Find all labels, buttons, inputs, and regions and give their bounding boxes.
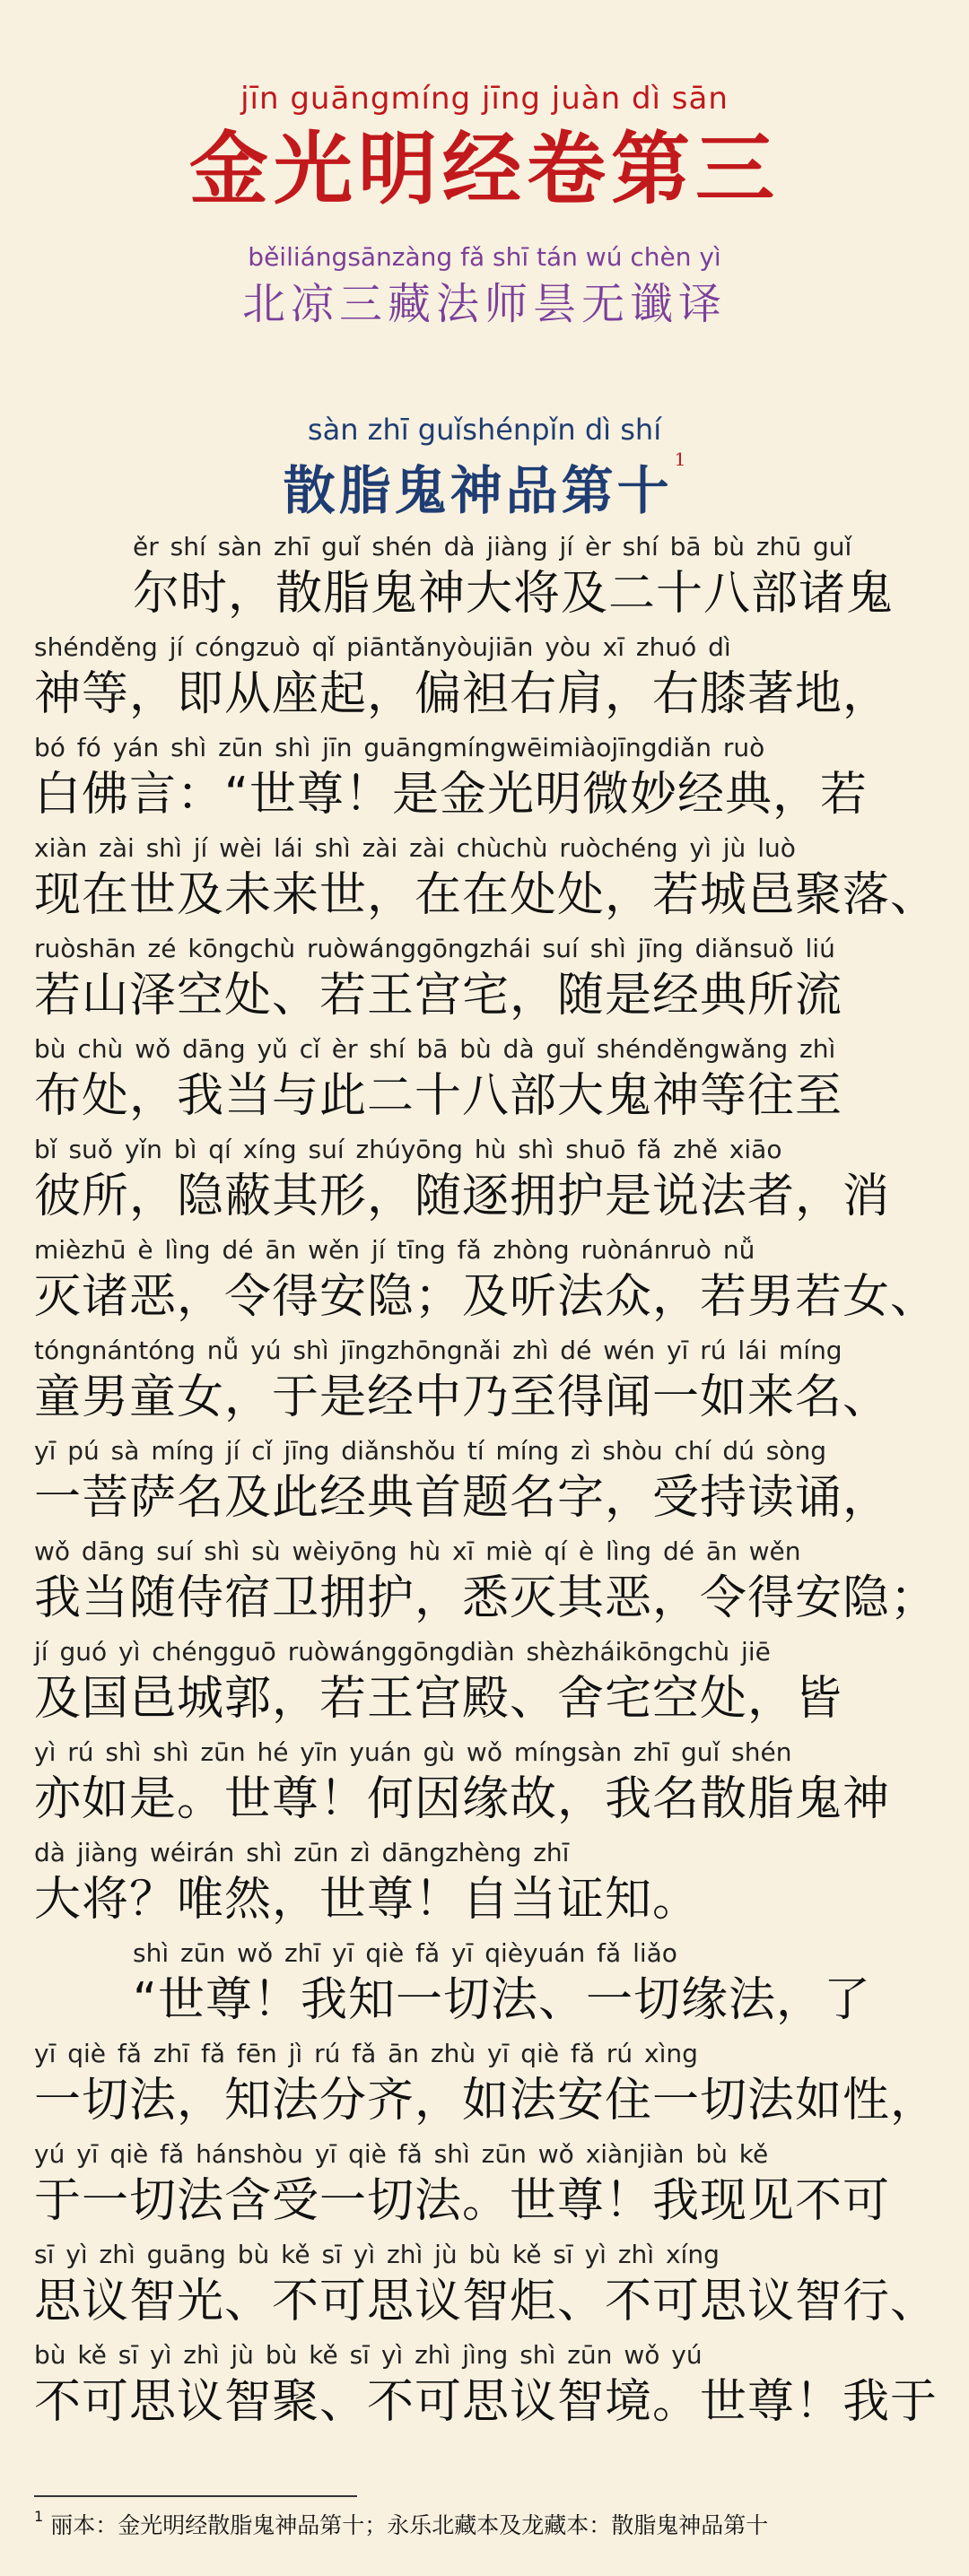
line-hanzi: 布处，我当与此二十八部大鬼神等往至 [34, 1069, 843, 1123]
chapter-title-text: 散脂鬼神品第十 [283, 460, 673, 521]
text-line [34, 1333, 940, 1426]
text-line [34, 2137, 940, 2230]
line-pinyin: xiàn zài shì jí wèi lái shì zài zài chùchù ruòchéng yì jù luò [34, 833, 796, 863]
text-line [34, 2337, 940, 2431]
text-line [34, 1634, 940, 1727]
text-line [34, 1534, 940, 1627]
text-line [34, 831, 940, 924]
chapter-pinyin: sàn zhī guǐshénpǐn dì shí [307, 413, 662, 447]
text-line [34, 529, 940, 622]
line-hanzi: 大将？唯然，世尊！自当证知。 [34, 1873, 701, 1927]
text-line [34, 1835, 940, 1928]
line-hanzi: 童男童女，于是经中乃至得闻一如来名、 [34, 1371, 891, 1424]
translator-pinyin: běiliángsānzàng fǎ shī tán wú chèn yì [248, 242, 721, 272]
footnote-text: 丽本：金光明经散脂鬼神品第十；永乐北藏本及龙藏本：散脂鬼神品第十 [50, 2512, 769, 2538]
text-line [34, 730, 940, 823]
line-hanzi: 彼所，隐蔽其形，随逐拥护是说法者，消 [34, 1170, 891, 1223]
line-pinyin: yú yī qiè fǎ hánshòu yī qiè fǎ shì zūn wǒ xiànjiàn bù kě [34, 2139, 769, 2169]
footnote-number: 1 [34, 2508, 44, 2525]
text-line [34, 1031, 940, 1125]
footnote-ref[interactable]: 1 [674, 448, 686, 470]
line-pinyin: shì zūn wǒ zhī yī qiè fǎ yī qièyuán fǎ liǎo [133, 1938, 677, 1968]
line-hanzi: 尔时，散脂鬼神大将及二十八部诸鬼 [133, 567, 895, 621]
line-pinyin: mièzhū è lìng dé ān wěn jí tīng fǎ zhòng ruònánruò nǚ [34, 1235, 755, 1265]
line-hanzi: 白佛言：“世尊！是金光明微妙经典，若 [34, 768, 868, 822]
text-line [34, 931, 940, 1024]
text-line [34, 1433, 940, 1527]
line-hanzi: 我当随侍宿卫拥护，悉灭其恶，令得安隐； [34, 1571, 938, 1625]
line-hanzi: “世尊！我知一切法、一切缘法，了 [133, 1973, 871, 2027]
page-title: 金光明经卷第三 [188, 122, 780, 215]
line-pinyin: yì rú shì shì zūn hé yīn yuán gù wǒ míngsàn zhī guǐ shén [34, 1737, 792, 1767]
line-pinyin: bó fó yán shì zūn shì jīn guāngmíngwēimiàojīngdiǎn ruò [34, 733, 765, 762]
chapter-title [0, 448, 969, 524]
line-hanzi: 及国邑城郭，若王宫殿、舍宅空处，皆 [34, 1672, 843, 1726]
footnote [34, 2508, 768, 2540]
text-line [34, 2237, 940, 2330]
line-pinyin: bù kě sī yì zhì jù bù kě sī yì zhì jìng shì zūn wǒ yú [34, 2340, 703, 2370]
line-pinyin: ěr shí sàn zhī guǐ shén dà jiàng jí èr shí bā bù zhū guǐ [133, 532, 852, 561]
line-pinyin: yī qiè fǎ zhī fǎ fēn jì rú fǎ ān zhù yī qiè fǎ rú xìng [34, 2039, 698, 2068]
text-line [34, 630, 940, 723]
text-line [34, 1936, 940, 2029]
line-hanzi: 灭诸恶，令得安隐；及听法众，若男若女、 [34, 1270, 938, 1324]
line-pinyin: sī yì zhì guāng bù kě sī yì zhì jù bù kě sī yì zhì xíng [34, 2240, 720, 2269]
line-hanzi: 现在世及未来世，在在处处，若城邑聚落、 [34, 868, 938, 922]
line-hanzi: 一菩萨名及此经典首题名字，受持读诵， [34, 1471, 891, 1525]
title-pinyin: jīn guāngmíng jīng juàn dì sān [240, 81, 729, 117]
text-line [34, 2036, 940, 2129]
line-hanzi: 于一切法含受一切法。世尊！我现见不可 [34, 2174, 891, 2228]
line-pinyin: wǒ dāng suí shì sù wèiyōng hù xī miè qí è lìng dé ān wěn [34, 1536, 801, 1566]
line-pinyin: dà jiàng wéirán shì zūn zì dāngzhèng zhī [34, 1838, 570, 1867]
line-hanzi: 亦如是。世尊！何因缘故，我名散脂鬼神 [34, 1772, 891, 1826]
text-line [34, 1132, 940, 1225]
line-pinyin: shénděng jí cóngzuò qǐ piāntǎnyòujiān yòu xī zhuó dì [34, 632, 731, 662]
footnote-divider [34, 2495, 357, 2497]
line-pinyin: bù chù wǒ dāng yǔ cǐ èr shí bā bù dà guǐ shénděngwǎng zhì [34, 1034, 836, 1064]
line-pinyin: tóngnántóng nǚ yú shì jīngzhōngnǎi zhì dé wén yī rú lái míng [34, 1336, 842, 1365]
line-hanzi: 若山泽空处、若王宫宅，随是经典所流 [34, 969, 843, 1023]
line-pinyin: jí guó yì chéngguō ruòwánggōngdiàn shèzháikōngchù jiē [34, 1637, 771, 1667]
translator-credit: 北凉三藏法师昙无谶译 [241, 279, 727, 329]
line-pinyin: ruòshān zé kōngchù ruòwánggōngzhái suí shì jīng diǎnsuǒ liú [34, 934, 835, 963]
line-pinyin: yī pú sà míng jí cǐ jīng diǎnshǒu tí míng zì shòu chí dú sòng [34, 1436, 826, 1466]
text-line [34, 1232, 940, 1326]
line-hanzi: 思议智光、不可思议智炬、不可思议智行、 [34, 2275, 938, 2328]
line-hanzi: 不可思议智聚、不可思议智境。世尊！我于 [34, 2375, 938, 2429]
text-line [34, 1735, 940, 1828]
line-hanzi: 神等，即从座起，偏袒右肩，右膝著地， [34, 667, 891, 721]
line-pinyin: bǐ suǒ yǐn bì qí xíng suí zhúyōng hù shì shuō fǎ zhě xiāo [34, 1135, 782, 1164]
line-hanzi: 一切法，知法分齐，如法安住一切法如性， [34, 2074, 938, 2128]
